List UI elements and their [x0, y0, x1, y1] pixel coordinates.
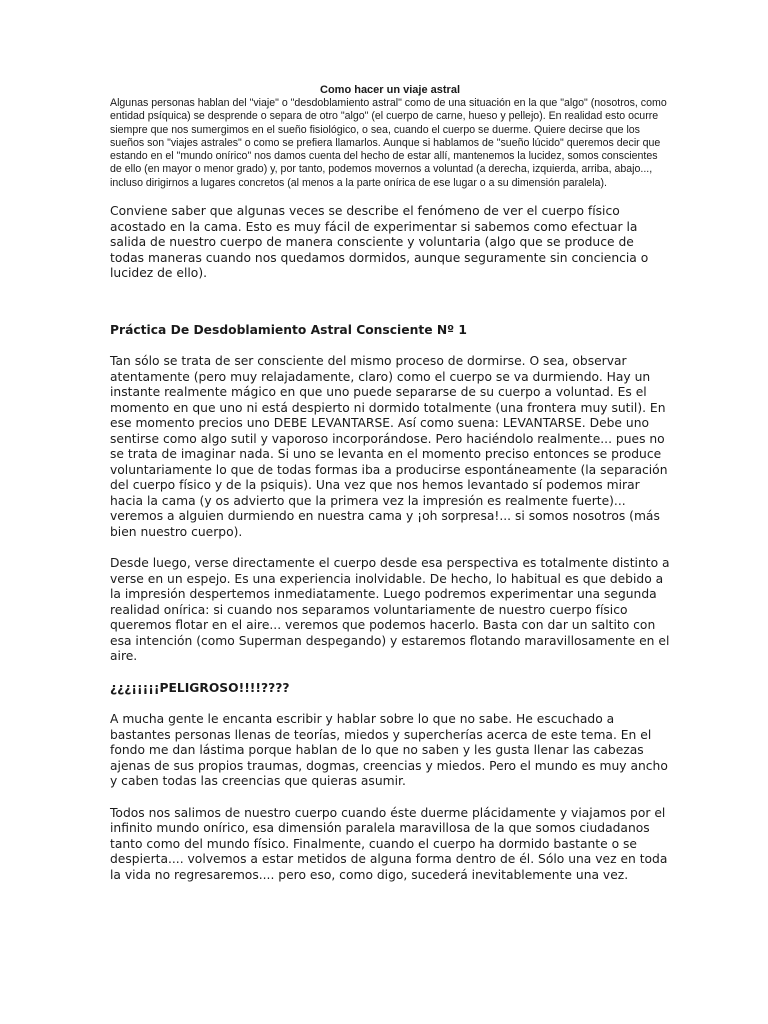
warning-heading: ¿¿¿¡¡¡¡¡PELIGROSO!!!!????	[110, 680, 290, 695]
paragraph-mucha-gente: A mucha gente le encanta escribir y hablar sobre lo que no sabe. He escuchado a bastantes personas llenas de teorías, miedos y supercherías acerca de este tema. En el fondo me dan lástima porque hablan de lo que no saben y les gusta llenar las cabezas ajenas de sus propios traumas, dogmas, creencias y miedos. Pero el mundo es muy ancho y caben todas las creencias que quieras asumir.	[110, 712, 668, 789]
paragraph-practica: Tan sólo se trata de ser consciente del mismo proceso de dormirse. O sea, observar atentamente (pero muy relajadamente, claro) como el cuerpo se va durmiendo. Hay un instante realmente mágico en que uno puede separarse de su cuerpo a voluntad. Es el momento en que uno ni está despierto ni dormido totalmente (una frontera muy sutil). En ese momento precios uno DEBE LEVANTARSE. Así como suena: LEVANTARSE. Debe uno sentirse como algo sutil y vaporoso incorporándose. Pero haciéndolo realmente... pues no se trata de imaginar nada. Si uno se levanta en el momento preciso entonces se produce voluntariamente lo que de todas formas iba a producirse espontáneamente (la separación del cuerpo físico y de la psiquis). Una vez que nos hemos levantado sí podemos mirar hacia la cama (y os advierto que la primera vez la impresión es realmente fuerte)... veremos a alguien durmiendo en nuestra cama y ¡oh sorpresa!... si somos nosotros (más bien nuestro cuerpo).	[110, 354, 668, 539]
paragraph-conviene: Conviene saber que algunas veces se describe el fenómeno de ver el cuerpo físico acostado en la cama. Esto es muy fácil de experimentar si sabemos como efectuar la salida de nuestro cuerpo de manera consciente y voluntaria (algo que se produce de todas maneras cuando nos quedamos dormidos, aunque seguramente sin conciencia o lucidez de ello).	[110, 204, 649, 281]
spacer	[110, 696, 670, 712]
document-title: Como hacer un viaje astral	[320, 84, 460, 96]
paragraph-desde-luego: Desde luego, verse directamente el cuerpo desde esa perspectiva es totalmente distinto a verse en un espejo. Es una experiencia inolvidable. De hecho, lo habitual es que debido a la impresión despertemos inmediatamente. Luego podremos experimentar una segunda realidad onírica: si cuando nos separamos voluntariamente de nuestro cuerpo físico queremos flotar en el aire... veremos que podemos hacerlo. Basta con dar un saltito con esa intención (como Superman despegando) y estaremos flotando maravillosamente en el aire.	[110, 556, 670, 664]
spacer	[110, 338, 670, 354]
document-page	[110, 84, 670, 883]
spacer	[110, 190, 670, 204]
intro-paragraph: Algunas personas hablan del "viaje" o "desdoblamiento astral" como de una situación en la que "algo" (nosotros, como entidad psíquica) se desprende o separa de otro "algo" (el cuerpo de carne, hueso y pellejo). En realidad esto ocurre siempre que nos sumergimos en el sueño fisiológico, o sea, cuando el cuerpo se duerme. Quiere decirse que los sueños son "viajes astrales" o como se prefiera llamarlos. Aunque si hablamos de "sueño lúcido" queremos decir que estando en el "mundo onírico" nos damos cuenta del hecho de estar allí, mantenemos la lucidez, somos conscientes de ello (en mayor o menor grado) y, por tanto, podemos movernos a voluntad (a derecha, izquierda, arriba, abajo..., incluso dirigirnos a lugares concretos (al menos a la parte onírica de ese lugar o a su dimensión paralela).	[110, 97, 667, 189]
spacer	[110, 790, 670, 806]
spacer	[110, 282, 670, 323]
spacer	[110, 665, 670, 681]
spacer	[110, 540, 670, 556]
paragraph-todos: Todos nos salimos de nuestro cuerpo cuando éste duerme plácidamente y viajamos por el infinito mundo onírico, esa dimensión paralela maravillosa de la que somos ciudadanos tanto como del mundo físico. Finalmente, cuando el cuerpo ha dormido bastante o se despierta.... volvemos a estar metidos de alguna forma dentro de él. Sólo una vez en toda la vida no regresaremos.... pero eso, como digo, sucederá inevitablemente una vez.	[110, 805, 668, 882]
section-heading: Práctica De Desdoblamiento Astral Consciente Nº 1	[110, 322, 467, 337]
